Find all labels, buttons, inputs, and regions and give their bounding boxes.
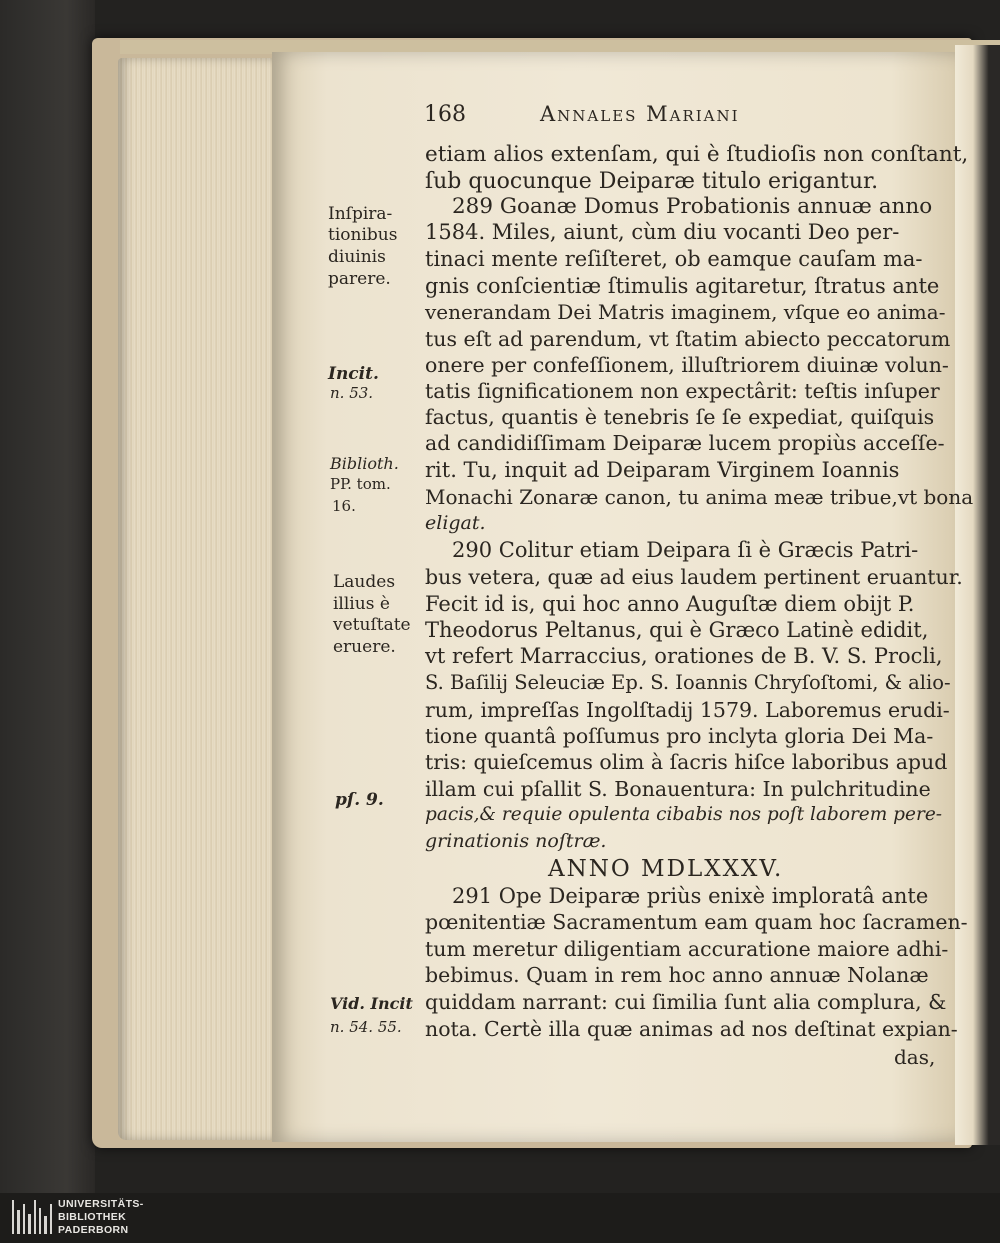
text-line: eligat. — [425, 512, 486, 534]
margin-line: Laudes — [333, 572, 396, 592]
margin-line: n. 53. — [330, 384, 374, 402]
text-line: grinationis noſtræ. — [425, 830, 607, 852]
margin-line: illius è — [333, 594, 390, 614]
background-shadow — [0, 0, 95, 1193]
text-line: bus vetera, quæ ad eius laudem pertinent eruantur. — [425, 565, 963, 589]
text-line: tus eſt ad parendum, vt ſtatim abiecto peccatorum — [425, 327, 951, 351]
text-line: quiddam narrant: cui ſimilia ſunt alia complura, & — [425, 990, 947, 1014]
margin-line: Biblioth. — [330, 454, 399, 473]
text-line: Theodorus Peltanus, qui è Græco Latinè edidit, — [425, 618, 929, 642]
margin-line: tionibus — [328, 225, 398, 245]
text-line: factus, quantis è tenebris ſe ſe expediat, quiſquis — [425, 405, 935, 429]
text-line: ſub quocunque Deiparæ titulo erigantur. — [425, 169, 879, 194]
text-line: nota. Certè illa quæ animas ad nos deſtinat expian- — [425, 1017, 958, 1041]
margin-line: Incit. — [328, 364, 379, 384]
margin-line: n. 54. 55. — [330, 1018, 402, 1036]
running-title: Annales Mariani — [540, 102, 740, 126]
margin-line: diuinis — [328, 247, 386, 267]
text-line: tum meretur diligentiam accuratione maiore adhi- — [425, 937, 949, 961]
text-line: rum, impreſſas Ingolſtadij 1579. Laboremus erudi- — [425, 698, 950, 722]
text-line: 1584. Miles, aiunt, cùm diu vocanti Deo per- — [425, 220, 900, 244]
margin-line: eruere. — [333, 637, 396, 657]
page-number: 168 — [424, 102, 466, 127]
text-line: Fecit id is, qui hoc anno Auguſtæ diem obijt P. — [425, 592, 915, 616]
text-line: tatis ſignificationem non expectârit: teſtis inſuper — [425, 379, 940, 403]
text-line: tinaci mente reſiſteret, ob eamque cauſam ma- — [425, 247, 923, 271]
text-line: pœnitentiæ Sacramentum eam quam hoc ſacramen- — [425, 910, 968, 934]
text-line: tione quantâ poſſumus pro inclyta gloria Dei Ma- — [425, 724, 934, 748]
text-line: ad candidiſſimam Deiparæ lucem propiùs acceſſe- — [425, 431, 945, 455]
text-line: tris: quieſcemus olim à ſacris hiſce laboribus apud — [425, 750, 948, 774]
margin-line: parere. — [328, 269, 391, 289]
text-line: vt refert Marraccius, orationes de B. V. S. Procli, — [425, 644, 943, 668]
margin-line: vetuſtate — [333, 615, 411, 635]
margin-line: Vid. Incit — [330, 994, 413, 1013]
margin-line: Inſpira- — [328, 204, 393, 224]
text-line: gnis conſcientiæ ſtimulis agitaretur, ſtratus ante — [425, 274, 940, 298]
text-line: etiam alios extenſam, qui è ſtudioſis non conſtant, — [425, 142, 969, 167]
text-line: 289 Goanæ Domus Probationis annuæ anno — [452, 194, 933, 219]
facing-page-edge — [955, 45, 1000, 1145]
text-line: pacis,& requie opulenta cibabis nos poſt laborem pere- — [425, 804, 943, 825]
text-line: 291 Ope Deiparæ priùs enixè imploratâ ante — [452, 884, 929, 908]
text-line: rit. Tu, inquit ad Deiparam Virginem Ioannis — [425, 458, 900, 482]
text-line: venerandam Dei Matris imaginem, vſque eo anima- — [425, 300, 946, 324]
margin-line: pſ. 9. — [335, 790, 384, 810]
section-heading: ANNO MDLXXXV. — [548, 856, 784, 882]
text-line: S. Baſilij Seleuciæ Ep. S. Ioannis Chryſoſtomi, & alio- — [425, 671, 951, 694]
text-line: onere per confeſſionem, illuſtriorem diuinæ volun- — [425, 353, 949, 377]
footer-bar — [0, 1193, 1000, 1243]
footer-line: UNIVERSITÄTS- — [58, 1198, 144, 1210]
footer-line: BIBLIOTHEK — [58, 1211, 127, 1223]
margin-line: 16. — [332, 497, 356, 515]
footer-line: PADERBORN — [58, 1224, 129, 1236]
page-edges — [118, 58, 278, 1140]
text-line: bebimus. Quam in rem hoc anno annuæ Nolanæ — [425, 963, 929, 987]
text-line: Monachi Zonaræ canon, tu anima meæ tribue,vt bona — [425, 485, 974, 509]
margin-line: PP. tom. — [330, 475, 391, 493]
text-line: 290 Colitur etiam Deipara ſi è Græcis Patri- — [452, 538, 919, 562]
catchword: das, — [894, 1045, 936, 1069]
library-logo-icon — [12, 1200, 52, 1234]
text-line: illam cui pſallit S. Bonauentura: In pulchritudine — [425, 777, 931, 801]
